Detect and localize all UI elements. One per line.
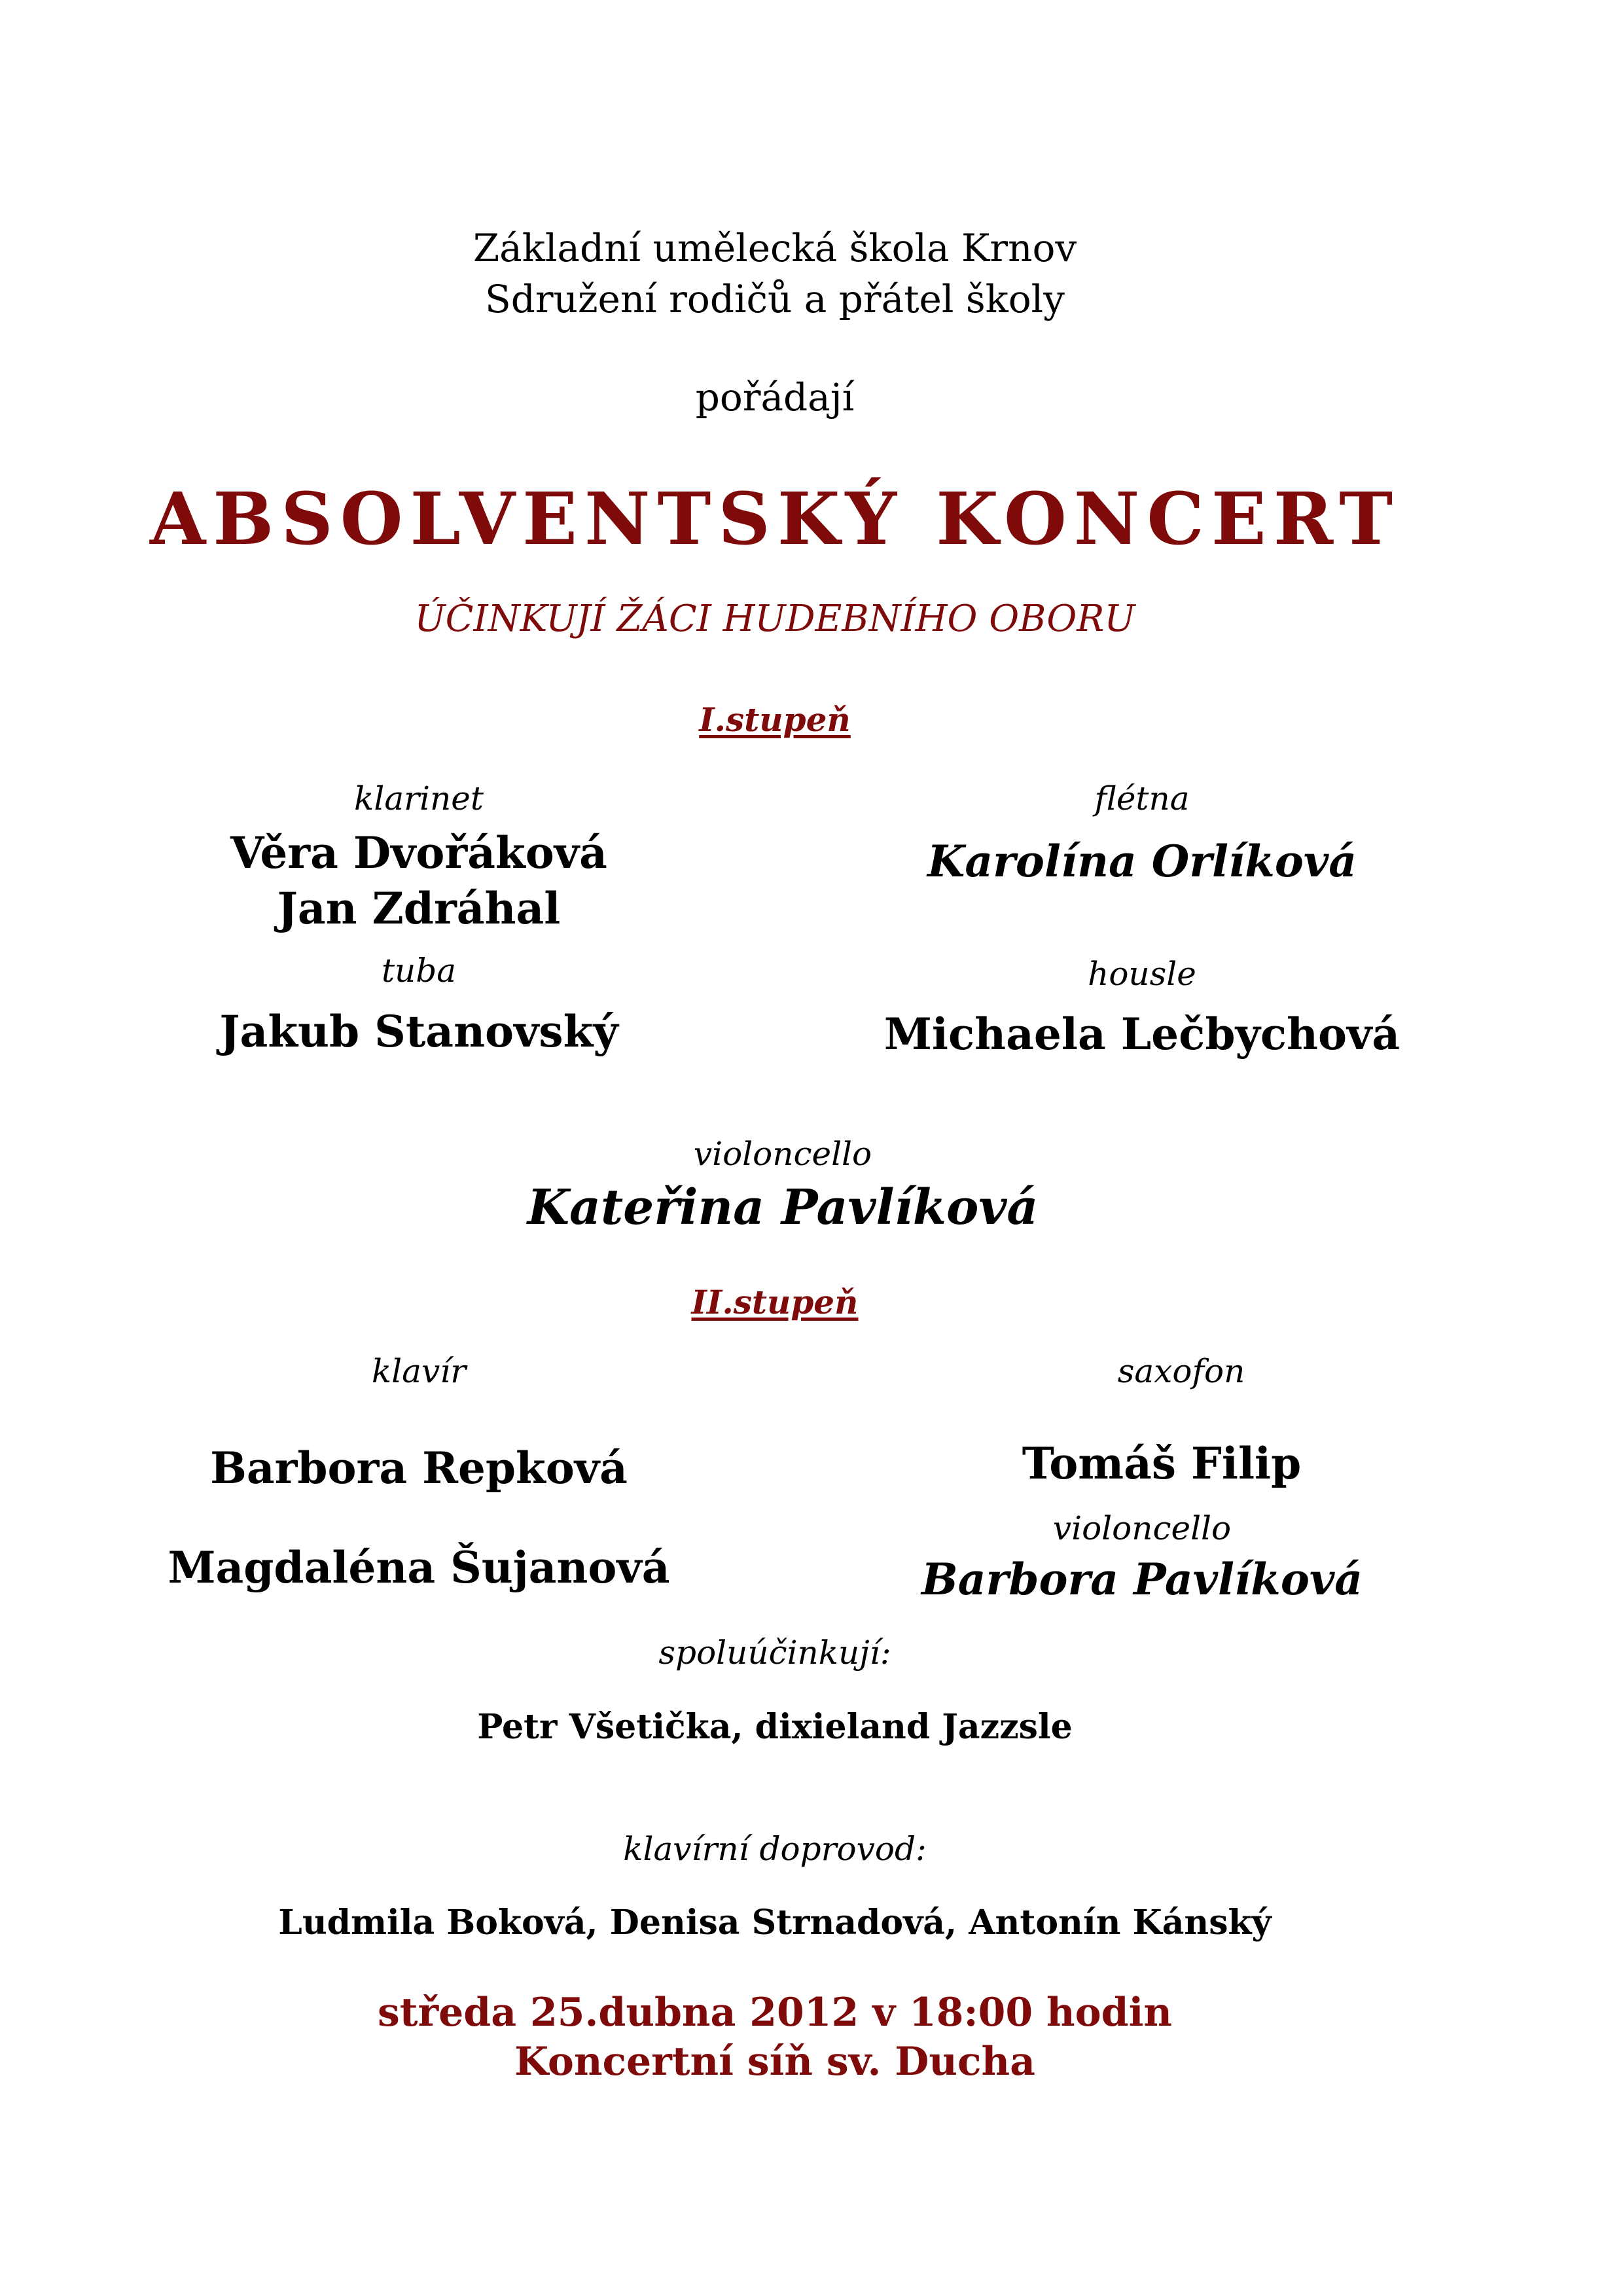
association-name: Sdružení rodičů a přátel školy (485, 277, 1065, 321)
presents-text: pořádají (695, 375, 855, 420)
cello-player-level-2: Barbora Pavlíková (921, 1554, 1363, 1605)
violin-label: housle (1088, 955, 1196, 993)
piano-player-1: Barbora Repková (210, 1443, 628, 1494)
accompaniment-label: klavírní doprovod: (623, 1830, 927, 1868)
level-2-heading: II.stupeň (691, 1283, 859, 1321)
school-name: Základní umělecká škola Krnov (473, 226, 1077, 270)
cello-label-level-1: violoncello (693, 1135, 872, 1173)
guests-names: Petr Všetička, dixieland Jazzsle (477, 1707, 1073, 1747)
violin-player: Michaela Lečbychová (883, 1009, 1400, 1060)
flute-player: Karolína Orlíková (927, 836, 1357, 887)
event-datetime: středa 25.dubna 2012 v 18:00 hodin (378, 1990, 1172, 2036)
cello-player-level-1: Kateřina Pavlíková (527, 1179, 1039, 1236)
clarinet-label: klarinet (354, 780, 484, 817)
clarinet-player-1: Věra Dvořáková (230, 827, 607, 878)
cello-label-level-2: violoncello (1052, 1509, 1232, 1547)
piano-player-2: Magdaléna Šujanová (168, 1542, 670, 1593)
tuba-label: tuba (381, 952, 457, 990)
clarinet-player-2: Jan Zdráhal (277, 883, 561, 934)
flute-label: flétna (1094, 780, 1190, 817)
concert-subtitle: ÚČINKUJÍ ŽÁCI HUDEBNÍHO OBORU (414, 598, 1135, 640)
concert-title: ABSOLVENTSKÝ KONCERT (149, 476, 1400, 561)
saxophone-label: saxofon (1117, 1352, 1245, 1390)
saxophone-player: Tomáš Filip (1022, 1438, 1302, 1489)
guests-label: spoluúčinkují: (658, 1634, 891, 1672)
piano-label: klavír (371, 1352, 467, 1390)
event-venue: Koncertní síň sv. Ducha (514, 2039, 1035, 2085)
accompaniment-names: Ludmila Boková, Denisa Strnadová, Antonín Kánský (278, 1903, 1272, 1943)
tuba-player: Jakub Stanovský (219, 1006, 618, 1057)
level-1-heading: I.stupeň (699, 700, 851, 739)
